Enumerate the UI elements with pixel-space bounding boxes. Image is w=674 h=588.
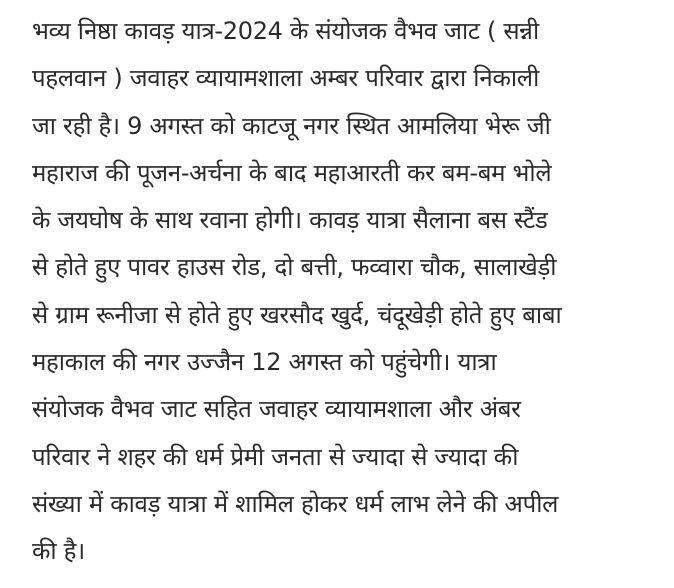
article-line: के जयघोष के साथ रवाना होगी। कावड़ यात्रा सैलाना बस स्टैंड [32, 206, 548, 235]
article-line: संख्या में कावड़ यात्रा में शामिल होकर धर्म लाभ लेने की अपील [32, 489, 559, 518]
article-line: महाराज की पूजन-अर्चना के बाद महाआरती कर बम-बम भोले [32, 158, 552, 187]
article-line: महाकाल की नगर उज्जैन 12 अगस्त को पहुंचेगी। यात्रा [32, 348, 497, 377]
article-line: भव्य निष्ठा कावड़ यात्र-2024 के संयोजक वैभव जाट ( सन्नी [32, 17, 539, 45]
article-line: परिवार ने शहर की धर्म प्रेमी जनता से ज्यादा से ज्यादा की [32, 442, 519, 471]
article-paragraph [32, 8, 662, 576]
article-line: जा रही है। 9 अगस्त को काटजू नगर स्थित आमलिया भेरू जी [32, 111, 551, 140]
article-line: पहलवान ) जवाहर व्यायामशाला अम्बर परिवार द्वारा निकाली [32, 64, 539, 93]
article-line: की है। [32, 537, 85, 566]
article-line: से होते हुए पावर हाउस रोड, दो बत्ती, फव्वारा चौक, सालाखेड़ी [32, 253, 557, 282]
article-line: से ग्राम रूनीजा से होते हुए खरसौद खुर्द, चंदूखेड़ी होते हुए बाबा [32, 300, 562, 329]
article-line: संयोजक वैभव जाट सहित जवाहर व्यायामशाला और अंबर [32, 395, 521, 424]
